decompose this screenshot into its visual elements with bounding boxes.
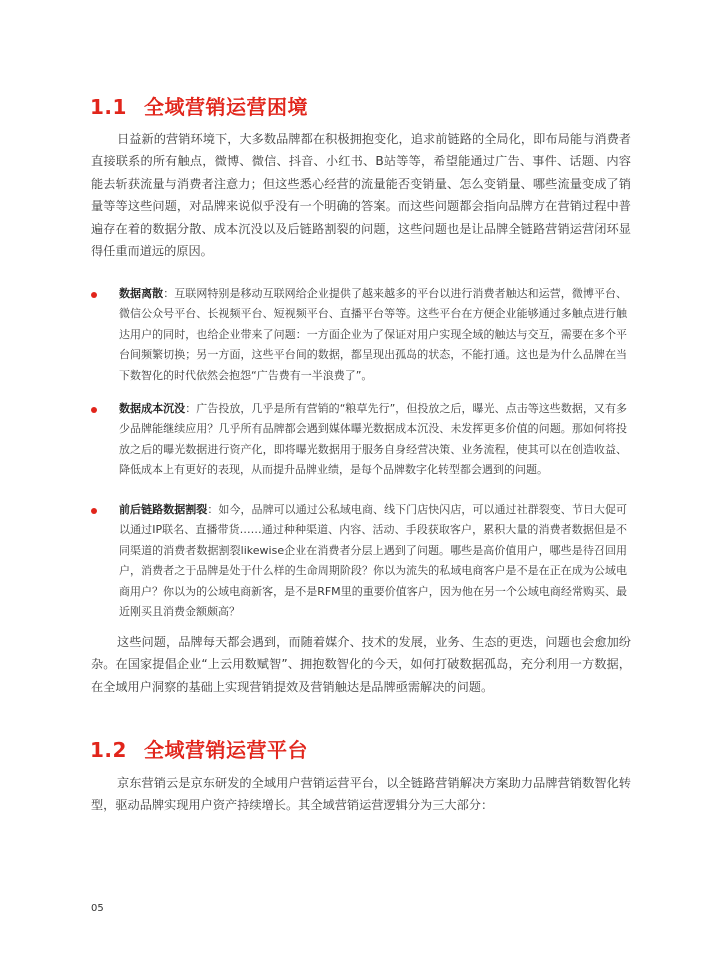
bullet-term: 数据离散 (119, 287, 164, 300)
section-heading-1-1 (90, 91, 308, 120)
intro-paragraph (91, 128, 631, 262)
section-number: 1.2 (90, 738, 127, 762)
section2-paragraph (91, 772, 631, 817)
closing-paragraph-text: 这些问题，品牌每天都会遇到，而随着媒介、技术的发展，业务、生态的更迭，问题也会愈加纷杂。在国家提倡企业“上云用数赋智”、拥抱数智化的今天，如何打破数据孤岛，充分利用一方数据，在全域用户洞察的基础上实现营销提效及营销触达是品牌亟需解决的问题。 (91, 635, 631, 694)
bullet-text (119, 284, 627, 386)
bullet-body: ：互联网特别是移动互联网给企业提供了越来越多的平台以进行消费者触达和运营，微博平台、微信公众号平台、长视频平台、短视频平台、直播平台等等。这些平台在方便企业能够通过多触点进行触达用户的同时，也给企业带来了问题：一方面企业为了保证对用户实现全域的触达与交互，需要在多个平台间频繁切换；另一方面，这些平台间的数据，都呈现出孤岛的状态，不能打通。这也是为什么品牌在当下数智化的时代依然会抱怨“广告费有一半浪费了”。 (119, 287, 628, 382)
closing-paragraph (91, 631, 631, 698)
bullet-item-data-fragmentation (91, 500, 631, 622)
bullet-term: 前后链路数据割裂 (119, 503, 208, 516)
page-number: 05 (91, 903, 104, 914)
section2-paragraph-text: 京东营销云是京东研发的全域用户营销运营平台，以全链路营销解决方案助力品牌营销数智化转型，驱动品牌实现用户资产持续增长。其全域营销运营逻辑分为三大部分： (91, 776, 631, 813)
section-heading-1-2 (90, 734, 308, 763)
bullet-item-data-cost-sunk (91, 399, 631, 481)
bullet-text (119, 399, 627, 481)
intro-paragraph-text: 日益新的营销环境下，大多数品牌都在积极拥抱变化，追求前链路的全局化，即布局能与消费者直接联系的所有触点，微博、微信、抖音、小红书、B站等等，希望能通过广告、事件、话题、内容能去斩获流量与消费者注意力；但这些悉心经营的流量能否变销量、怎么变销量、哪些流量变成了销量等等这些问题，对品牌来说似乎没有一个明确的答案。而这些问题都会指向品牌方在营销过程中普遍存在着的数据分散、成本沉没以及后链路割裂的问题，这些问题也是让品牌全链路营销运营闭环显得任重而道远的原因。 (91, 132, 631, 259)
bullet-text (119, 500, 627, 622)
section-number: 1.1 (90, 95, 127, 119)
section-title: 全域营销运营困境 (144, 95, 308, 119)
bullet-item-data-dispersion (91, 284, 631, 386)
bullet-body: ：广告投放，几乎是所有营销的“粮草先行”，但投放之后，曝光、点击等这些数据，又有多少品牌能继续应用？几乎所有品牌都会遇到媒体曝光数据成本沉没、未发挥更多价值的问题。那如何将投放之后的曝光数据进行资产化，即将曝光数据用于服务自身经营决策、业务流程，使其可以在创造收益、降低成本上有更好的表现，从而提升品牌业绩，是每个品牌数字化转型都会遇到的问题。 (119, 402, 627, 477)
section-title: 全域营销运营平台 (144, 738, 308, 762)
bullet-body: ：如今，品牌可以通过公私域电商、线下门店快闪店，可以通过社群裂变、节日大促可以通过IP联名、直播带货……通过种种渠道、内容、活动、手段获取客户，累积大量的消费者数据但是不同渠道的消费者数据割裂likewise企业在消费者分层上遇到了问题。哪些是高价值用户，哪些是待召回用户，消费者之于品牌是处于什么样的生命周期阶段？你以为流失的私域电商客户是不是在正在成为公域电商用户？你以为的公域电商新客，是不是RFM里的重要价值客户，因为他在另一个公域电商经常购买、最近刚买且消费金额颇高？ (119, 503, 628, 619)
bullet-dot-icon (91, 292, 97, 298)
bullet-term: 数据成本沉没 (119, 402, 186, 415)
bullet-dot-icon (91, 407, 97, 413)
bullet-dot-icon (91, 508, 97, 514)
